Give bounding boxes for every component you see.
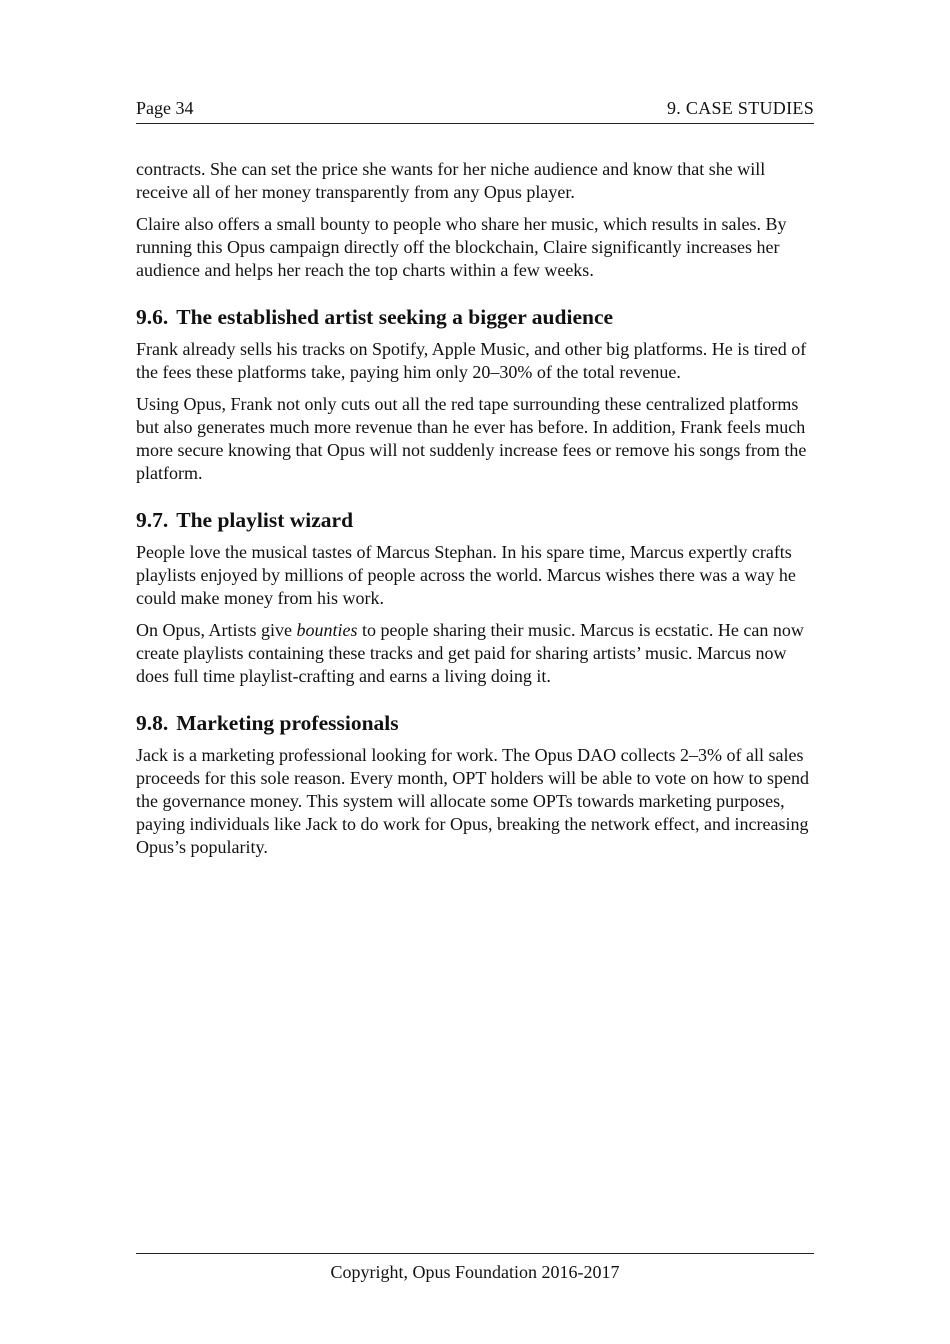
section-number: 9.7. — [136, 508, 169, 532]
footer-divider — [136, 1253, 814, 1254]
section-9-7-paragraph-2 — [136, 619, 816, 688]
text-run: to people sharing their music. Marcus is ecstatic. He can now create playlists containing these tracks and get paid for sharing artists’ music. Marcus now does full time playlist-crafting and earns a living doing it. — [136, 620, 804, 686]
section-number: 9.8. — [136, 711, 169, 735]
section-title: The established artist seeking a bigger audience — [176, 305, 614, 329]
section-heading-9-7 — [136, 507, 816, 533]
section-9-7-paragraph-1: People love the musical tastes of Marcus Stephan. In his spare time, Marcus expertly crafts playlists enjoyed by millions of people across the world. Marcus wishes there was a way he could make money from his work. — [136, 542, 796, 608]
section-heading-9-8 — [136, 710, 816, 736]
section-9-8-paragraph-1: Jack is a marketing professional looking for work. The Opus DAO collects 2–3% of all sales proceeds for this sole reason. Every month, OPT holders will be able to vote on how to spend the governance money. This system will allocate some OPTs towards marketing purposes, paying individuals like Jack to do work for Opus, breaking the network effect, and increasing Opus’s popularity. — [136, 745, 810, 857]
intro-paragraph-2: Claire also offers a small bounty to people who share her music, which results in sales. By running this Opus campaign directly off the blockchain, Claire significantly increases her audience and helps her reach the top charts within a few weeks. — [136, 214, 787, 280]
section-heading-9-6 — [136, 304, 816, 330]
chapter-title: 9. CASE STUDIES — [666, 98, 814, 118]
page-number: Page 34 — [136, 98, 194, 118]
page-header — [136, 97, 814, 124]
text-run: On Opus, Artists give — [136, 620, 297, 640]
section-title: The playlist wizard — [176, 508, 354, 532]
section-9-6-paragraph-2: Using Opus, Frank not only cuts out all the red tape surrounding these centralized platforms but also generates much more revenue than he ever has before. In addition, Frank feels much more secure knowing that Opus will not suddenly increase fees or remove his songs from the platform. — [136, 394, 807, 483]
page-body — [136, 158, 816, 868]
emphasis-bounties: bounties — [296, 620, 358, 640]
page-footer: Copyright, Opus Foundation 2016-2017 — [330, 1262, 620, 1282]
intro-paragraph-1: contracts. She can set the price she wants for her niche audience and know that she will receive all of her money transparently from any Opus player. — [136, 159, 766, 202]
section-9-6-paragraph-1: Frank already sells his tracks on Spotify, Apple Music, and other big platforms. He is tired of the fees these platforms take, paying him only 20–30% of the total revenue. — [136, 339, 807, 382]
section-number: 9.6. — [136, 305, 169, 329]
section-title: Marketing professionals — [176, 711, 399, 735]
